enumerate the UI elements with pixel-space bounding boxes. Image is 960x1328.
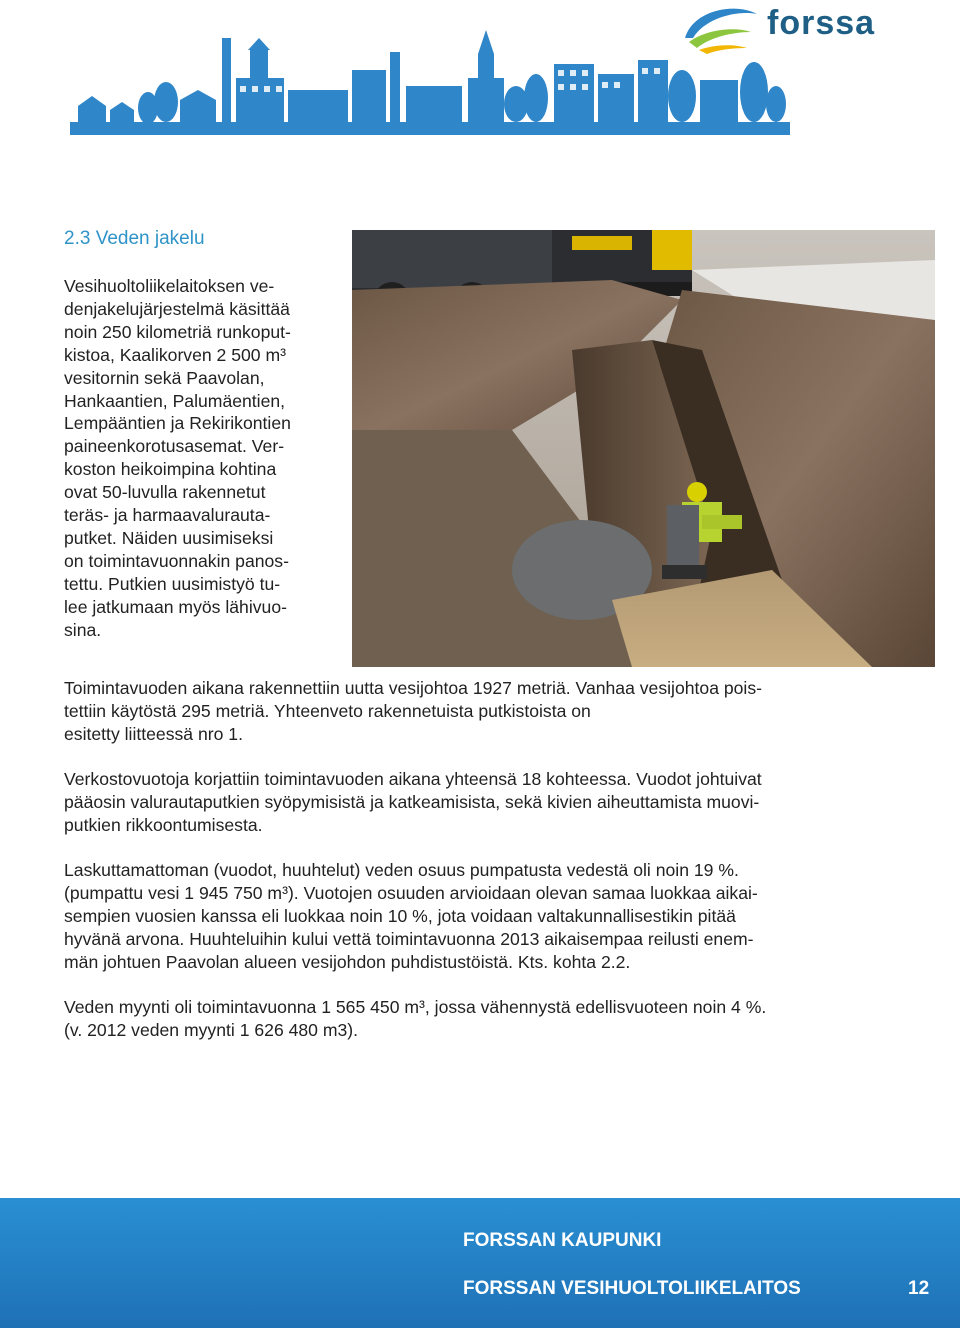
text-line: Veden myynti oli toimintavuonna 1 565 450 m³, jossa vähennystä edellisvuoteen noin 4 %. [64,997,767,1018]
text-line: paineenkorotusasemat. Ver- [64,436,285,457]
text-line: Toimintavuoden aikana rakennettiin uutta vesijohtoa 1927 metriä. Vanhaa vesijohtoa pois- [64,678,763,698]
text-line: noin 250 kilometriä runkoput- [64,321,291,342]
footer-unit-name: FORSSAN VESIHUOLTOLIIKELAITOS [463,1278,801,1299]
text-line: teräs- ja harmaavalurauta- [64,505,271,526]
trench-excavation-photo [352,230,935,667]
text-line: Vesihuoltoliikelaitoksen ve- [64,276,275,296]
text-line: denjakelujärjestelmä käsittää [64,298,290,319]
text-line: vesitornin sekä Paavolan, [64,367,265,388]
paragraph [64,996,904,1042]
text-line: pääosin valurautaputkien syöpymisistä ja katkeamisista, sekä kivien aiheuttamista muovi- [64,792,760,813]
text-line: män johtuen Paavolan alueen vesijohdon puhdistustöistä. Kts. kohta 2.2. [64,951,631,972]
text-line: putkien rikkoontumisesta. [64,814,263,835]
forssa-logo [675,0,910,56]
text-line: Laskuttamattoman (vuodot, huuhtelut) veden osuus pumpatusta vedestä oli noin 19 %. [64,860,739,881]
paragraph [64,677,904,746]
paragraph [64,768,904,837]
text-line: Hankaantien, Palumäentien, [64,390,286,411]
text-line: tettiin käytöstä 295 metriä. Yhteenveto rakennetuista putkistoista on [64,700,591,721]
page-number: 12 [908,1278,930,1299]
text-line: (pumpattu vesi 1 945 750 m³). Vuotojen osuuden arvioidaan olevan samaa luokkaa aikai- [64,883,758,904]
page-footer [0,1198,960,1328]
text-line: putket. Näiden uusimiseksi [64,527,274,548]
text-line: esitetty liitteessä nro 1. [64,723,243,744]
text-line: hyvänä arvona. Huuhteluihin kului vettä toimintavuonna 2013 aikaisempaa reilusti enem- [64,928,754,949]
text-line: sempien vuosien kanssa eli luokkaa noin 10 %, jota voidaan valtakunnallisestikin pitää [64,906,736,927]
paragraph [64,859,904,974]
forssa-swoosh-icon [675,0,765,56]
text-line: tettu. Putkien uusimistyö tu- [64,573,281,594]
text-line: Verkostovuotoja korjattiin toimintavuoden aikana yhteensä 18 kohteessa. Vuodot johtuivat [64,769,762,790]
section-title: 2.3 Veden jakelu [64,228,205,249]
text-line: sina. [64,619,102,640]
intro-paragraph [64,275,346,642]
body-text [64,677,904,1064]
logo-wordmark: forssa [767,4,876,42]
text-line: (v. 2012 veden myynti 1 626 480 m3). [64,1020,359,1041]
text-line: koston heikoimpina kohtina [64,459,277,480]
page-header [0,0,960,140]
text-line: on toimintavuonnakin panos- [64,550,289,571]
text-line: Lempääntien ja Rekirikontien [64,413,291,434]
text-line: lee jatkumaan myös lähivuo- [64,596,287,617]
footer-city-name: FORSSAN KAUPUNKI [463,1230,662,1251]
text-line: kistoa, Kaalikorven 2 500 m³ [64,344,286,365]
text-line: ovat 50-luvulla rakennetut [64,482,266,503]
